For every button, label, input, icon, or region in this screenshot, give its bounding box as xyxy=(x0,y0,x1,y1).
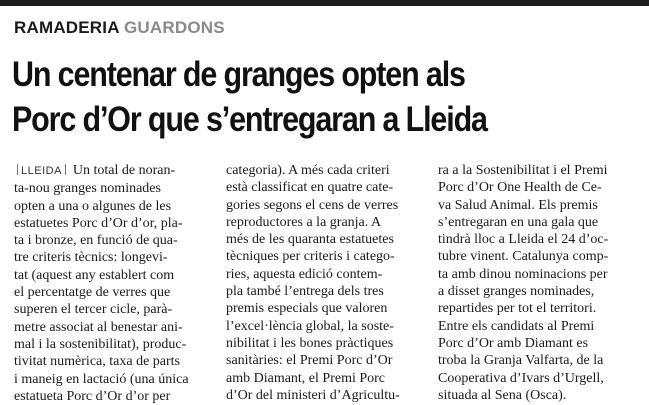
article-line: ta amb dinou nominacions per xyxy=(438,266,608,282)
article-line: reproductores a la granja. A xyxy=(226,214,382,230)
article-line: situada al Sena (Osca). xyxy=(438,387,567,403)
article-line: d’Or del ministeri d’Agricultu- xyxy=(226,387,400,403)
dateline-bar-right xyxy=(65,164,66,175)
article-line: repartides per tot el territori. xyxy=(438,301,597,317)
article-line: superen el tercer cicle, parà- xyxy=(14,302,173,318)
article-line: gories segons el cens de verres xyxy=(226,197,399,213)
article-line: ta-nou granges nominades xyxy=(14,181,161,197)
article-column-3 xyxy=(438,162,648,404)
article-line: pla també l’entrega dels tres xyxy=(226,284,384,300)
article-line: el percentatge de verres que xyxy=(14,285,171,301)
article-line: tècniques per criteris i catego- xyxy=(226,249,395,265)
article-line: a disset granges nominades, xyxy=(438,284,595,300)
article-column-2 xyxy=(226,162,436,404)
section-header xyxy=(14,18,225,38)
article-line: mal i la sostenibilitat), produc- xyxy=(14,336,187,352)
article-line: ta i bronze, en funció de qua- xyxy=(14,233,178,249)
article-line: i maneig en lactació (una única xyxy=(14,371,189,387)
article-line: metre associat al benestar ani- xyxy=(14,319,183,335)
article-column-1 xyxy=(14,162,224,405)
top-rule xyxy=(0,0,649,6)
article-line: Cooperativa d’Ivars d’Urgell, xyxy=(438,370,604,386)
article-line: Porc d’Or One Health de Ce- xyxy=(438,180,602,196)
headline-line-1: Un centenar de granges opten als xyxy=(12,55,465,94)
dateline-bar-left xyxy=(17,164,18,175)
headline-line-2: Porc d’Or que s’entregaran a Lleida xyxy=(12,100,487,139)
dateline xyxy=(14,165,69,177)
article-line: Entre els candidats al Premi xyxy=(438,318,595,334)
article-line: ra a la Sostenibilitat i el Premi xyxy=(438,163,608,178)
headline xyxy=(12,52,487,142)
article-line: troba la Granja Valfarta, de la xyxy=(438,353,604,369)
article-line: tivitat numèrica, taxa de parts xyxy=(14,354,180,370)
article-line xyxy=(14,162,224,180)
article-line: nibilitat i les bones pràctiques xyxy=(226,335,394,351)
article-line: opten a una o algunes de les xyxy=(14,198,172,214)
article-line: s’entregaran en una gala que xyxy=(438,214,599,230)
section-sublabel: GUARDONS xyxy=(124,18,225,37)
article-line: l’excel·lència global, la soste- xyxy=(226,318,394,334)
article-line: categoria). A més cada criteri xyxy=(226,163,390,178)
article-line: amb Diamant, el Premi Porc xyxy=(226,370,386,386)
article-line: sanitàries: el Premi Porc d’Or xyxy=(226,353,393,369)
article-line: Porc d’Or amb Diamant es xyxy=(438,335,589,351)
article-line: està classificat en quatre cate- xyxy=(226,180,394,196)
article-line: tre criteris tècnics: longevi- xyxy=(14,250,168,266)
article-line: tindrà lloc a Lleida el 24 d’oc- xyxy=(438,232,609,248)
article-line: estatuetes Porc d’Or d’or, pla- xyxy=(14,215,183,231)
dateline-label: LLEIDA xyxy=(21,165,62,177)
article-line: estatueta Porc d’Or d’or per xyxy=(14,388,171,404)
article-line: més de les quaranta estatuetes xyxy=(226,232,394,248)
article-line: tat (aquest any establert com xyxy=(14,267,175,283)
article-line: tubre vinent. Catalunya comp- xyxy=(438,249,609,265)
section-label: RAMADERIA xyxy=(14,18,120,37)
article-text: Un total de noran- xyxy=(72,163,176,178)
article-line: ries, aquesta edició contem- xyxy=(226,266,383,282)
article-line: va Salud Animal. Els premis xyxy=(438,197,598,213)
article-line: premis especials que valoren xyxy=(226,301,388,317)
